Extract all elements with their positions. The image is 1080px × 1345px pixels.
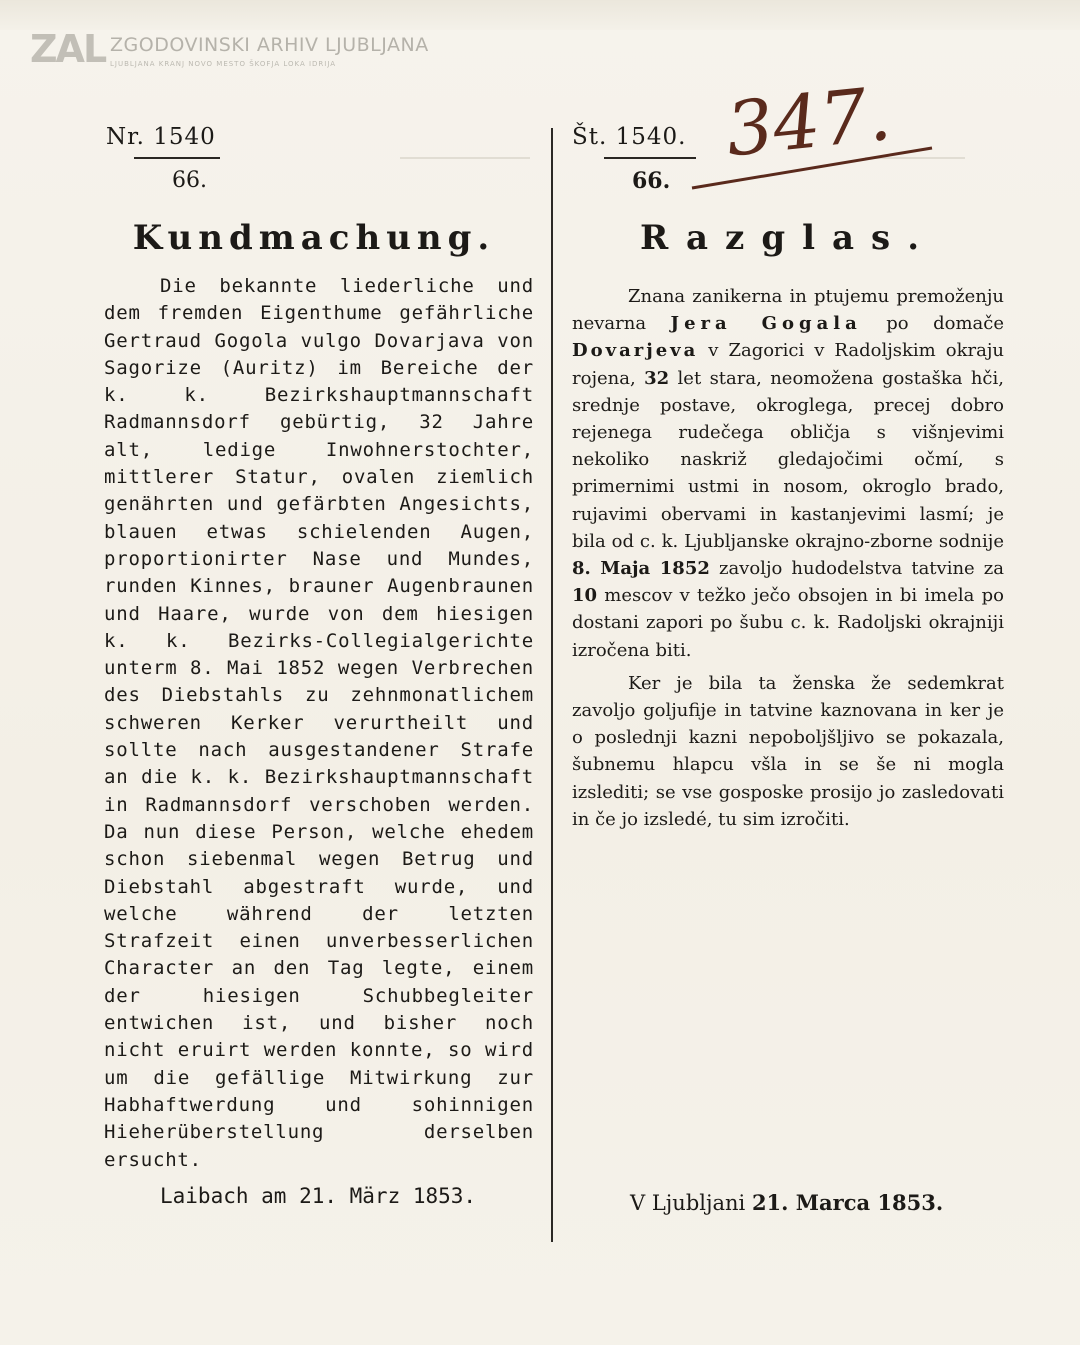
sentence-date: 8. Maja 1852 <box>572 558 710 580</box>
text-run: po domače <box>861 313 1004 335</box>
person-name: Jera Gogala <box>670 313 862 335</box>
slovene-paragraph-1 <box>572 283 1004 664</box>
bleed-through-mark <box>400 135 530 159</box>
age-value: 32 <box>644 367 670 389</box>
archive-logo: ZAL <box>30 27 106 71</box>
slovene-title: Razglas. <box>639 218 937 258</box>
signature-place: V Ljubljani <box>630 1191 752 1215</box>
german-title: Kundmachung. <box>132 218 496 258</box>
months-value: 10 <box>572 585 598 607</box>
column-divider <box>551 128 553 1242</box>
german-number: Nr. 1540 <box>106 124 216 150</box>
slovene-body <box>572 283 1004 833</box>
german-body <box>104 273 534 1174</box>
slovene-number: Št. 1540. <box>572 124 687 150</box>
text-run: Znana zanikerna in ptujemu premoženju nevarna <box>572 286 1004 335</box>
text-run: mescov v težko ječo obsojen in bi imela po dostani zapori po šubu c. k. Radoljski okrajniji izročena biti. <box>572 585 1004 661</box>
text-run: v Zagorici v Radoljskim okraju rojena, <box>572 340 1004 389</box>
slovene-paragraph-2: Ker je bila ta ženska že sedemkrat zavoljo goljufije in tatvine kaznovana in ker je o poslednji kazni nepoboljšljivo se pokazala, šubnemu hlapcu všla in se še ni mogla izslediti; se vse gosposke prosijo jo zasledovati in če jo izsledé, tu sim izročiti. <box>572 672 1004 830</box>
signature-date: 21. Marca 1853. <box>751 1190 944 1215</box>
text-run: let stara, neomožena gostaška hči, srednje postave, okroglega, precej dobro rejenega rudečega obličja s višnjevimi nekoliko naskriž gledajočimi očmí, s primernimi ustmi in nosom, okroglo brado, rujavimi obervami in kastanjevimi lasmí; je bila od c. k. Ljubljanske okrajno-zborne sodnije <box>572 367 1004 552</box>
archive-title: ZGODOVINSKI ARHIV LJUBLJANA <box>110 34 429 56</box>
german-signature: Laibach am 21. März 1853. <box>160 1184 477 1208</box>
german-body-text: Die bekannte liederliche und dem fremden Eigenthume gefährliche Gertraud Gogola vulgo Dovarjava von Sagorize (Auritz) im Bereiche der k. k. Bezirkshauptmannschaft Radmannsdorf gebürtig, 32 Jahre alt, ledige Inwohnerstochter, mittlerer Statur, ovalen ziemlich genährten und gefärbten Angesichts, blauen etwas schielenden Augen, proportionirter Nase und Mundes, runden Kinnes, brauner Augenbraunen und Haare, wurde von dem hiesigen k. k. Bezirks-Collegialgerichte unterm 8. Mai 1852 wegen Verbrechen des Diebstahls zu zehnmonatlichem schweren Kerker verurtheilt und sollte nach ausgestandener Strafe an die k. k. Bezirkshauptmannschaft in Radmannsdorf verschoben werden. Da nun diese Person, welche ehedem schon siebenmal wegen Betrug und Diebstahl abgestraft wurde, und welche während der letzten Strafzeit einen unverbesserlichen Character an den Tag legte, einem der hiesigen Schubbegleiter entwichen ist, und bisher noch nicht eruirt werden konnte, so wird um die gefällige Mitwirkung zur Habhaftwerdung und sohinnigen Hieherüberstellung derselben ersucht. <box>104 275 534 1171</box>
paper-fold <box>0 0 1080 30</box>
text-run: zavoljo hudodelstva tatvine za <box>709 558 1005 580</box>
person-alias: Dovarjeva <box>572 340 699 362</box>
german-number-rule <box>134 157 220 159</box>
slovene-signature <box>630 1190 943 1215</box>
slovene-number-secondary: 66. <box>632 168 671 194</box>
handwritten-annotation <box>722 70 962 198</box>
german-number-secondary: 66. <box>172 168 207 193</box>
handwritten-number: 347. <box>722 70 895 174</box>
archive-subtitle: LJUBLJANA KRANJ NOVO MESTO ŠKOFJA LOKA IDRIJA <box>110 60 337 68</box>
